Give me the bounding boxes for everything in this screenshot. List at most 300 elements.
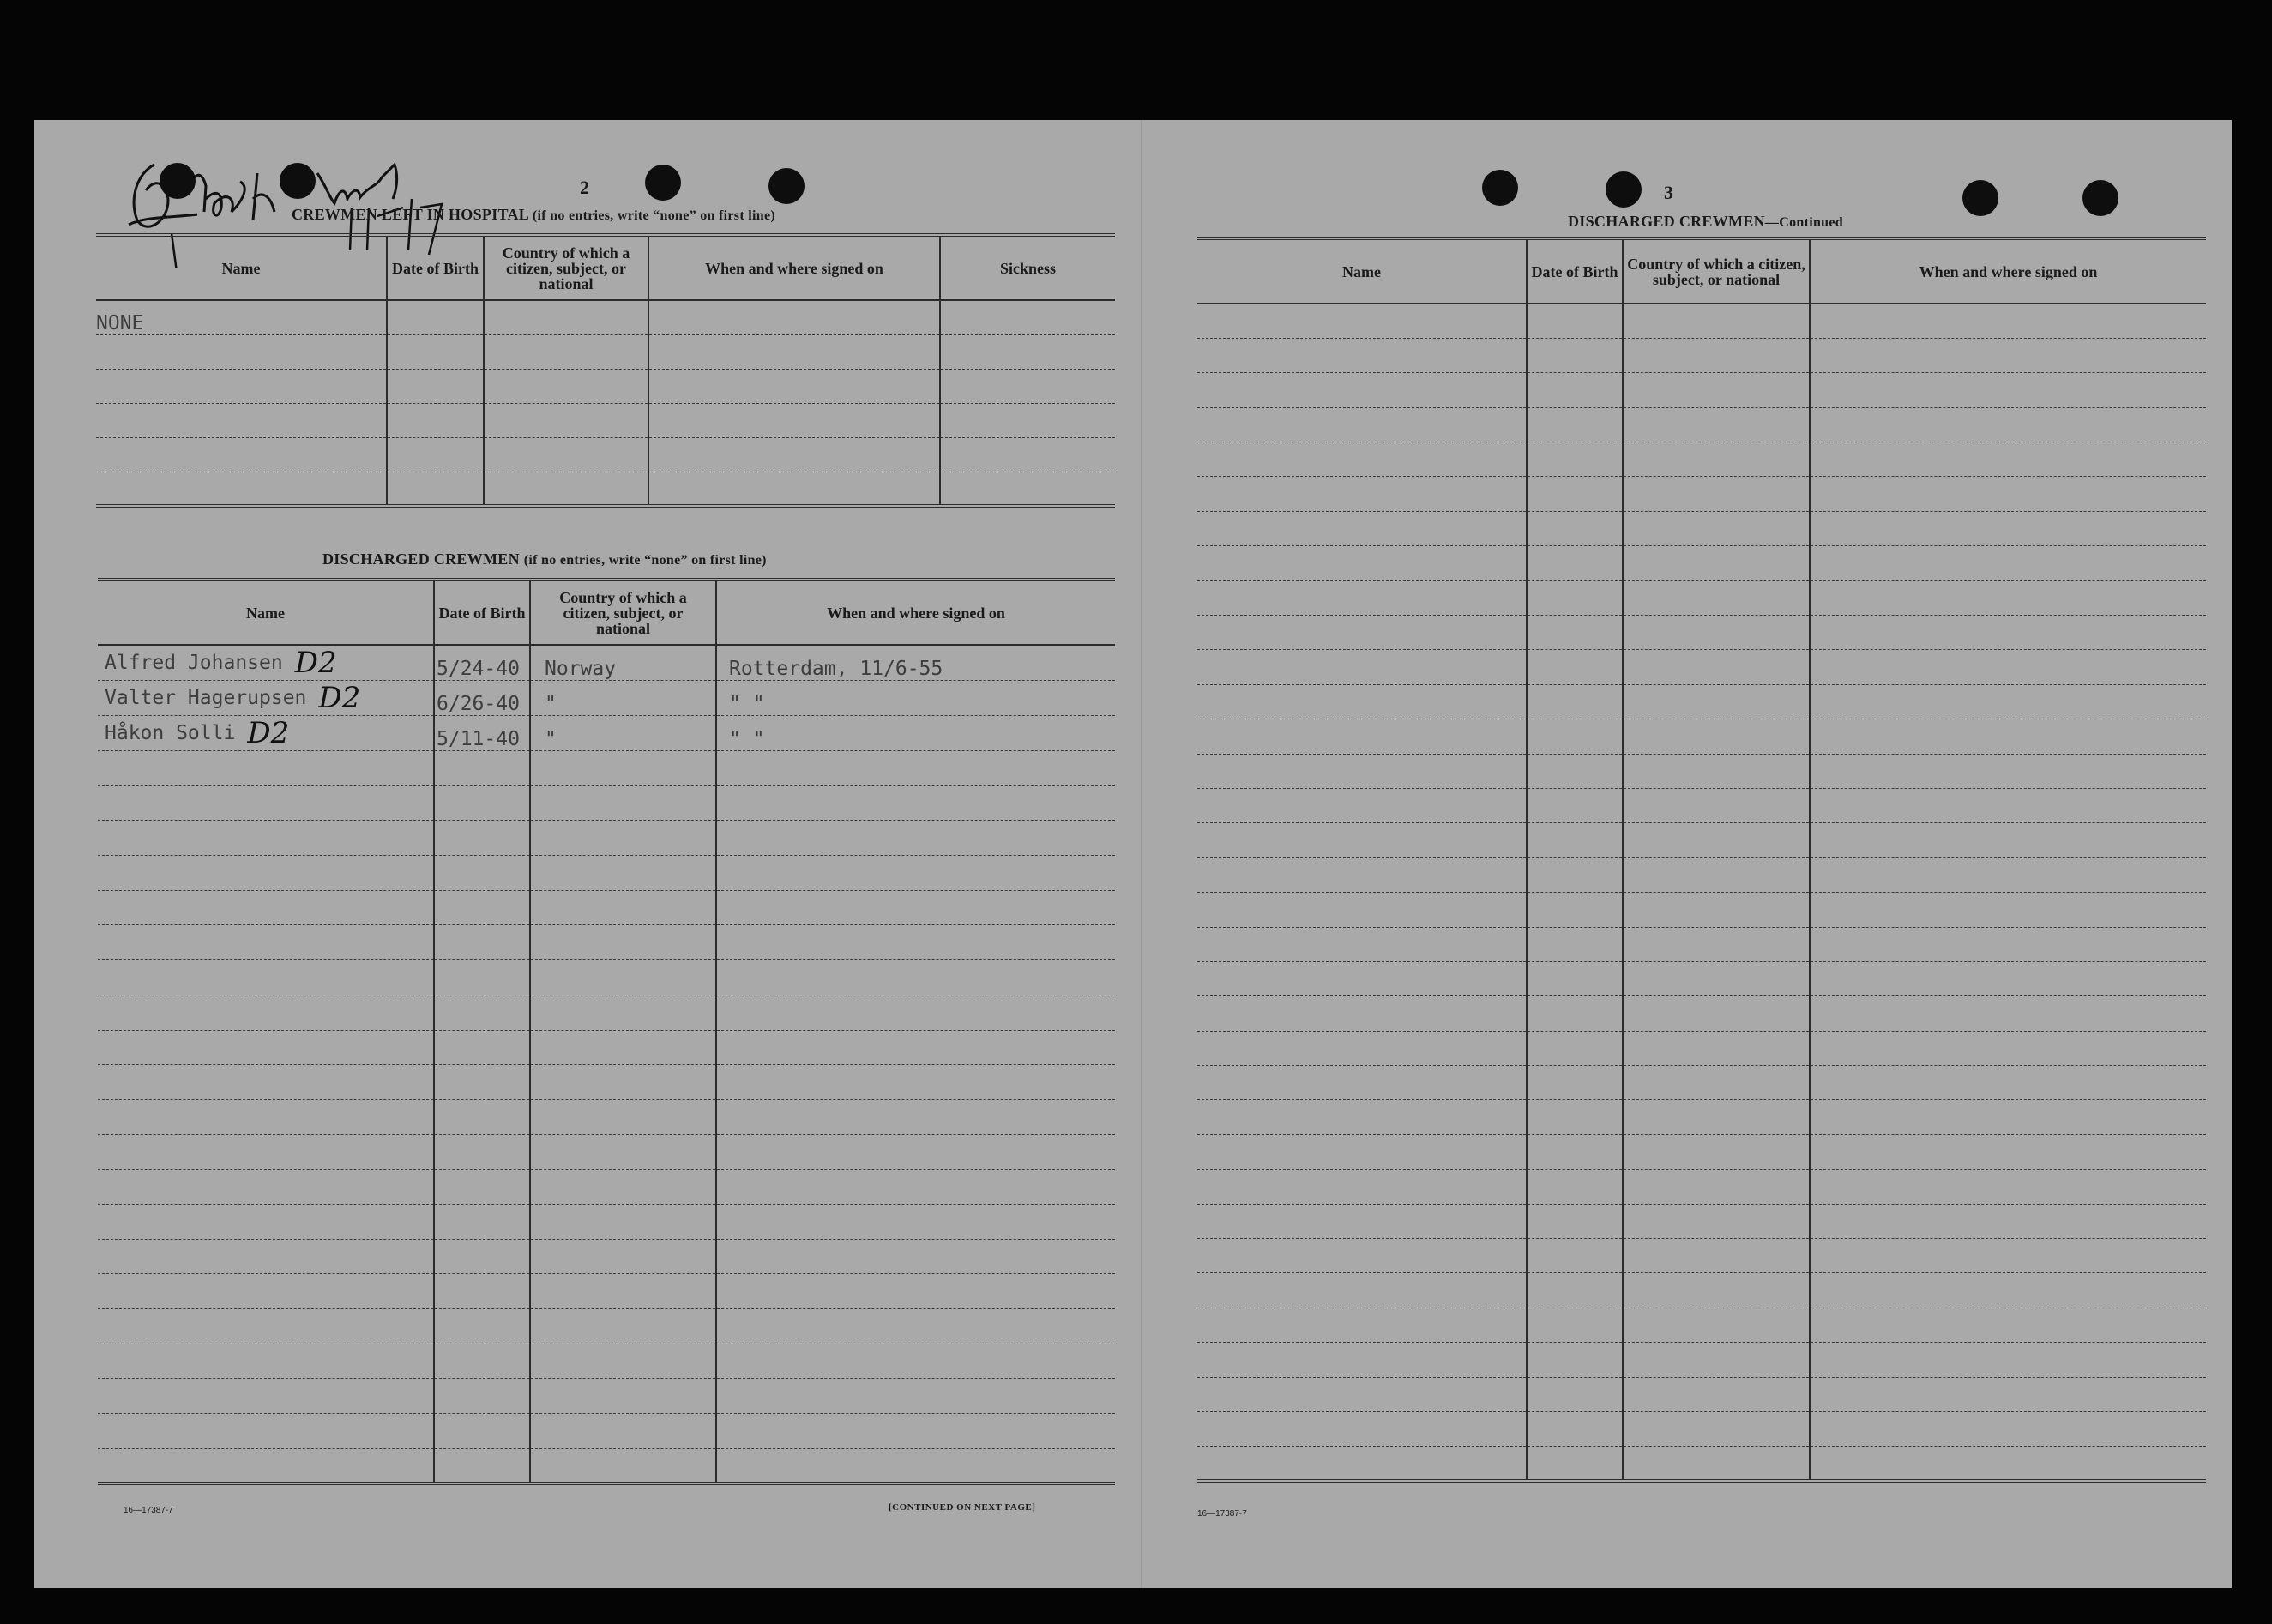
signed-on-cell <box>716 1274 1115 1309</box>
signed-on-cell <box>1810 477 2206 511</box>
table-row <box>98 1099 1115 1134</box>
name-cell <box>1197 477 1527 511</box>
date-of-birth-cell <box>1527 1273 1623 1308</box>
country-cell <box>530 1134 716 1170</box>
table-row <box>1197 373 2206 407</box>
table-row <box>1197 442 2206 477</box>
country-cell <box>1623 1447 1810 1481</box>
signed-on-cell <box>1810 1273 2206 1308</box>
name-cell <box>1197 719 1527 754</box>
country-cell <box>484 334 648 369</box>
country-cell <box>530 856 716 891</box>
table-row <box>1197 338 2206 372</box>
table-row <box>98 995 1115 1030</box>
column-header-name: Name <box>1197 238 1527 304</box>
hospital-table-body <box>96 300 1115 506</box>
name-cell <box>1197 996 1527 1031</box>
date-of-birth-cell <box>1527 477 1623 511</box>
date-of-birth-cell <box>1527 754 1623 788</box>
country-cell <box>530 1448 716 1483</box>
form-code: 16—17387-7 <box>124 1506 173 1515</box>
signed-on-cell <box>716 821 1115 856</box>
country-cell <box>1623 927 1810 961</box>
date-of-birth-cell <box>434 1065 530 1100</box>
sickness-cell <box>940 300 1115 334</box>
name-cell <box>1197 1239 1527 1273</box>
signed-on-cell <box>1810 1204 2206 1238</box>
name-cell <box>98 995 434 1030</box>
date-of-birth-cell <box>1527 857 1623 892</box>
country-cell <box>1623 1377 1810 1411</box>
discharged-section-title: DISCHARGED CREWMEN (if no entries, write “none” on first line) <box>322 550 767 568</box>
date-of-birth-cell <box>434 1030 530 1065</box>
date-of-birth-cell <box>1527 961 1623 995</box>
date-of-birth-cell <box>1527 650 1623 684</box>
date-of-birth-cell <box>387 472 484 506</box>
signed-on-cell: " " <box>716 716 1115 751</box>
signed-on-cell <box>1810 650 2206 684</box>
column-header-name: Name <box>98 580 434 645</box>
country-cell <box>1623 1170 1810 1204</box>
crewman-name: Alfred Johansen <box>105 652 283 674</box>
country-cell <box>1623 304 1810 338</box>
name-cell <box>1197 927 1527 961</box>
signed-on-cell <box>1810 1170 2206 1204</box>
name-cell <box>98 1030 434 1065</box>
country-cell <box>1623 719 1810 754</box>
signed-on-cell <box>716 890 1115 925</box>
table-row <box>96 334 1115 369</box>
country-cell <box>1623 961 1810 995</box>
table-row <box>98 1414 1115 1449</box>
table-row <box>96 437 1115 472</box>
signed-on-cell <box>648 437 940 472</box>
table-row <box>1197 1031 2206 1065</box>
table-row <box>1197 304 2206 338</box>
country-cell <box>1623 996 1810 1031</box>
signed-on-cell <box>1810 1134 2206 1169</box>
name-cell <box>98 785 434 821</box>
discharged-table-body <box>98 645 1115 1483</box>
handwritten-mark: D2 <box>247 716 290 750</box>
continued-note: [CONTINUED ON NEXT PAGE] <box>889 1502 1036 1513</box>
signed-on-cell <box>1810 304 2206 338</box>
punch-hole <box>160 163 196 199</box>
country-cell <box>530 821 716 856</box>
country-cell <box>530 1344 716 1379</box>
date-of-birth-cell <box>1527 1066 1623 1100</box>
date-of-birth-cell <box>434 995 530 1030</box>
signed-on-cell <box>1810 1031 2206 1065</box>
country-cell <box>1623 1134 1810 1169</box>
table-row <box>1197 788 2206 822</box>
name-cell <box>98 1309 434 1344</box>
signed-on-cell <box>1810 1308 2206 1342</box>
date-of-birth-cell <box>434 1344 530 1379</box>
name-cell <box>98 890 434 925</box>
crewman-name: Valter Hagerupsen <box>105 687 307 709</box>
country-cell <box>530 1309 716 1344</box>
signed-on-cell <box>716 1309 1115 1344</box>
column-header-sickness: Sickness <box>940 235 1115 300</box>
date-of-birth-cell <box>387 334 484 369</box>
country-cell <box>530 1099 716 1134</box>
table-row <box>98 925 1115 960</box>
country-cell <box>484 437 648 472</box>
name-cell <box>1197 788 1527 822</box>
date-of-birth-cell <box>434 1170 530 1205</box>
signed-on-cell <box>716 856 1115 891</box>
table-row <box>1197 616 2206 650</box>
name-cell <box>1197 616 1527 650</box>
signed-on-cell <box>1810 754 2206 788</box>
table-row <box>96 369 1115 403</box>
table-row <box>98 1030 1115 1065</box>
date-of-birth-cell <box>434 890 530 925</box>
table-row <box>96 300 1115 334</box>
country-cell <box>530 1204 716 1239</box>
table-row <box>98 645 1115 681</box>
country-cell: " <box>530 716 716 751</box>
date-of-birth-cell <box>1527 338 1623 372</box>
name-cell: NONE <box>96 300 387 334</box>
name-cell <box>1197 442 1527 477</box>
table-row <box>98 1448 1115 1483</box>
date-of-birth-cell <box>1527 1204 1623 1238</box>
name-cell <box>1197 857 1527 892</box>
hospital-table <box>96 233 1115 508</box>
name-cell <box>1197 1170 1527 1204</box>
country-cell <box>530 1065 716 1100</box>
signed-on-cell <box>1810 893 2206 927</box>
discharged-continued-table <box>1197 237 2206 1483</box>
signed-on-cell <box>1810 823 2206 857</box>
signed-on-cell <box>1810 616 2206 650</box>
signed-on-cell <box>1810 442 2206 477</box>
date-of-birth-cell <box>434 751 530 786</box>
signed-on-cell <box>716 1134 1115 1170</box>
date-of-birth-cell <box>434 1379 530 1414</box>
table-row <box>1197 1447 2206 1481</box>
table-row <box>1197 1100 2206 1134</box>
country-cell <box>1623 754 1810 788</box>
signed-on-cell <box>648 334 940 369</box>
name-cell <box>98 751 434 786</box>
column-header-name: Name <box>96 235 387 300</box>
table-row <box>98 890 1115 925</box>
date-of-birth-cell <box>1527 1308 1623 1342</box>
date-of-birth-cell <box>1527 616 1623 650</box>
date-of-birth-cell <box>434 925 530 960</box>
signed-on-cell <box>716 960 1115 995</box>
sickness-cell <box>940 334 1115 369</box>
country-cell <box>1623 857 1810 892</box>
signed-on-cell <box>1810 1239 2206 1273</box>
country-cell <box>530 995 716 1030</box>
date-of-birth-cell <box>387 300 484 334</box>
punch-hole <box>645 165 681 201</box>
signed-on-cell <box>648 472 940 506</box>
country-cell <box>1623 1066 1810 1100</box>
date-of-birth-cell <box>434 1239 530 1274</box>
column-header-date-of-birth: Date of Birth <box>434 580 530 645</box>
table-row <box>1197 1377 2206 1411</box>
table-row <box>1197 477 2206 511</box>
name-cell <box>98 1170 434 1205</box>
date-of-birth-cell <box>1527 1134 1623 1169</box>
table-row <box>1197 580 2206 615</box>
handwritten-mark: D2 <box>294 646 337 680</box>
signed-on-cell <box>1810 338 2206 372</box>
country-cell <box>1623 650 1810 684</box>
country-cell <box>530 1274 716 1309</box>
table-row <box>98 716 1115 751</box>
date-of-birth-cell <box>434 1134 530 1170</box>
signed-on-cell <box>716 1065 1115 1100</box>
name-cell <box>1197 1204 1527 1238</box>
country-cell <box>530 960 716 995</box>
sickness-cell <box>940 369 1115 403</box>
country-cell <box>484 472 648 506</box>
form-code: 16—17387-7 <box>1197 1509 1247 1519</box>
name-cell <box>96 437 387 472</box>
name-cell <box>1197 1134 1527 1169</box>
crewman-name: Håkon Solli <box>105 722 236 744</box>
date-of-birth-cell <box>1527 304 1623 338</box>
country-cell <box>1623 338 1810 372</box>
country-cell <box>1623 616 1810 650</box>
table-row <box>1197 996 2206 1031</box>
name-cell <box>98 1379 434 1414</box>
table-row <box>1197 546 2206 580</box>
table-row <box>1197 754 2206 788</box>
date-of-birth-cell <box>1527 1170 1623 1204</box>
signed-on-cell <box>1810 546 2206 580</box>
signed-on-cell <box>1810 996 2206 1031</box>
date-of-birth-cell <box>1527 1377 1623 1411</box>
date-of-birth-cell <box>434 1414 530 1449</box>
punch-hole <box>2082 180 2118 216</box>
table-row <box>96 472 1115 506</box>
country-cell <box>1623 893 1810 927</box>
country-cell <box>530 785 716 821</box>
signed-on-cell <box>1810 1412 2206 1447</box>
table-row <box>1197 1170 2206 1204</box>
column-header-date-of-birth: Date of Birth <box>1527 238 1623 304</box>
page-number: 2 <box>580 177 589 198</box>
country-cell <box>1623 1412 1810 1447</box>
name-cell <box>98 925 434 960</box>
date-of-birth-cell <box>1527 373 1623 407</box>
table-row <box>1197 1308 2206 1342</box>
name-cell <box>1197 1066 1527 1100</box>
name-cell <box>98 645 434 681</box>
country-cell <box>1623 1273 1810 1308</box>
country-cell <box>484 369 648 403</box>
name-cell <box>98 681 434 716</box>
table-row <box>1197 650 2206 684</box>
signed-on-cell <box>716 1239 1115 1274</box>
name-cell <box>98 1239 434 1274</box>
page-number: 3 <box>1664 182 1673 203</box>
name-cell <box>1197 580 1527 615</box>
name-cell <box>1197 1447 1527 1481</box>
country-cell <box>530 890 716 925</box>
signed-on-cell <box>648 300 940 334</box>
table-row <box>98 960 1115 995</box>
signed-on-cell <box>1810 1343 2206 1377</box>
punch-hole <box>1482 170 1518 206</box>
table-row <box>98 1204 1115 1239</box>
table-row <box>1197 511 2206 545</box>
date-of-birth-cell <box>387 369 484 403</box>
date-of-birth-cell <box>387 403 484 437</box>
name-cell <box>1197 1377 1527 1411</box>
country-cell <box>530 1030 716 1065</box>
table-row <box>98 856 1115 891</box>
signed-on-cell <box>716 1379 1115 1414</box>
date-of-birth-cell <box>1527 1031 1623 1065</box>
table-row <box>98 1274 1115 1309</box>
signed-on-cell <box>716 785 1115 821</box>
name-cell <box>98 1065 434 1100</box>
date-of-birth-cell <box>434 1204 530 1239</box>
signed-on-cell <box>1810 857 2206 892</box>
signed-on-cell <box>1810 1447 2206 1481</box>
date-of-birth-cell <box>1527 407 1623 442</box>
sickness-cell <box>940 403 1115 437</box>
country-cell <box>1623 442 1810 477</box>
country-cell <box>1623 407 1810 442</box>
name-cell <box>1197 1031 1527 1065</box>
signed-on-cell <box>716 1414 1115 1449</box>
signed-on-cell <box>1810 1100 2206 1134</box>
country-cell <box>530 1379 716 1414</box>
country-cell: Norway <box>530 645 716 681</box>
date-of-birth-cell <box>1527 1100 1623 1134</box>
country-cell <box>530 1239 716 1274</box>
date-of-birth-cell <box>1527 788 1623 822</box>
table-row <box>1197 1134 2206 1169</box>
country-cell <box>530 1170 716 1205</box>
date-of-birth-cell <box>434 1274 530 1309</box>
name-cell <box>1197 1412 1527 1447</box>
country-cell <box>530 1414 716 1449</box>
discharged-continued-table-body <box>1197 304 2206 1481</box>
date-of-birth-cell <box>1527 719 1623 754</box>
signed-on-cell: " " <box>716 681 1115 716</box>
column-header-country: Country of which a citizen, subject, or national <box>530 580 716 645</box>
date-of-birth-cell <box>1527 1412 1623 1447</box>
date-of-birth-cell: 6/26-40 <box>434 681 530 716</box>
name-cell <box>1197 1100 1527 1134</box>
right-page <box>1141 120 2233 1588</box>
name-cell <box>98 1344 434 1379</box>
date-of-birth-cell: 5/24-40 <box>434 645 530 681</box>
table-row <box>1197 961 2206 995</box>
name-cell <box>98 1204 434 1239</box>
table-row <box>98 1379 1115 1414</box>
date-of-birth-cell <box>1527 511 1623 545</box>
signed-on-cell <box>716 751 1115 786</box>
table-row <box>1197 1343 2206 1377</box>
table-row <box>1197 857 2206 892</box>
signed-on-cell <box>1810 580 2206 615</box>
country-cell <box>1623 1204 1810 1238</box>
country-cell <box>1623 511 1810 545</box>
country-cell <box>530 925 716 960</box>
country-cell <box>484 300 648 334</box>
table-row <box>1197 1204 2206 1238</box>
country-cell <box>1623 1031 1810 1065</box>
table-row <box>1197 684 2206 719</box>
date-of-birth-cell <box>434 856 530 891</box>
column-header-country: Country of which a citizen, subject, or national <box>1623 238 1810 304</box>
hospital-section-title: CREWMEN LEFT IN HOSPITAL (if no entries, write “none” on first line) <box>292 206 775 223</box>
name-cell <box>1197 650 1527 684</box>
country-cell: " <box>530 681 716 716</box>
signed-on-cell <box>1810 1377 2206 1411</box>
name-cell <box>1197 407 1527 442</box>
name-cell <box>96 403 387 437</box>
table-row <box>98 751 1115 786</box>
date-of-birth-cell <box>1527 823 1623 857</box>
punch-hole <box>1606 171 1642 208</box>
signed-on-cell <box>648 403 940 437</box>
name-cell <box>1197 304 1527 338</box>
signed-on-cell <box>716 1030 1115 1065</box>
signed-on-cell <box>716 995 1115 1030</box>
table-row <box>96 403 1115 437</box>
column-header-date-of-birth: Date of Birth <box>387 235 484 300</box>
name-cell <box>96 334 387 369</box>
name-cell <box>1197 373 1527 407</box>
signed-on-cell: Rotterdam, 11/6-55 <box>716 645 1115 681</box>
name-cell <box>96 369 387 403</box>
table-row <box>98 785 1115 821</box>
column-header-signed-on: When and where signed on <box>648 235 940 300</box>
date-of-birth-cell <box>434 1448 530 1483</box>
signed-on-cell <box>716 1099 1115 1134</box>
country-cell <box>1623 477 1810 511</box>
signed-on-cell <box>1810 719 2206 754</box>
table-row <box>1197 719 2206 754</box>
left-page <box>34 120 1141 1588</box>
date-of-birth-cell <box>434 785 530 821</box>
date-of-birth-cell <box>1527 580 1623 615</box>
signed-on-cell <box>716 1448 1115 1483</box>
signed-on-cell <box>1810 788 2206 822</box>
name-cell <box>98 856 434 891</box>
country-cell <box>530 751 716 786</box>
name-cell <box>1197 961 1527 995</box>
country-cell <box>1623 1343 1810 1377</box>
signed-on-cell <box>1810 961 2206 995</box>
column-header-signed-on: When and where signed on <box>716 580 1115 645</box>
name-cell <box>1197 1273 1527 1308</box>
signed-on-cell <box>1810 407 2206 442</box>
name-cell <box>98 1274 434 1309</box>
signed-on-cell <box>716 1344 1115 1379</box>
name-cell <box>1197 1343 1527 1377</box>
name-cell <box>1197 511 1527 545</box>
country-cell <box>1623 580 1810 615</box>
name-cell <box>1197 823 1527 857</box>
sickness-cell <box>940 472 1115 506</box>
handwritten-mark: D2 <box>318 681 361 715</box>
name-cell <box>1197 754 1527 788</box>
country-cell <box>1623 823 1810 857</box>
